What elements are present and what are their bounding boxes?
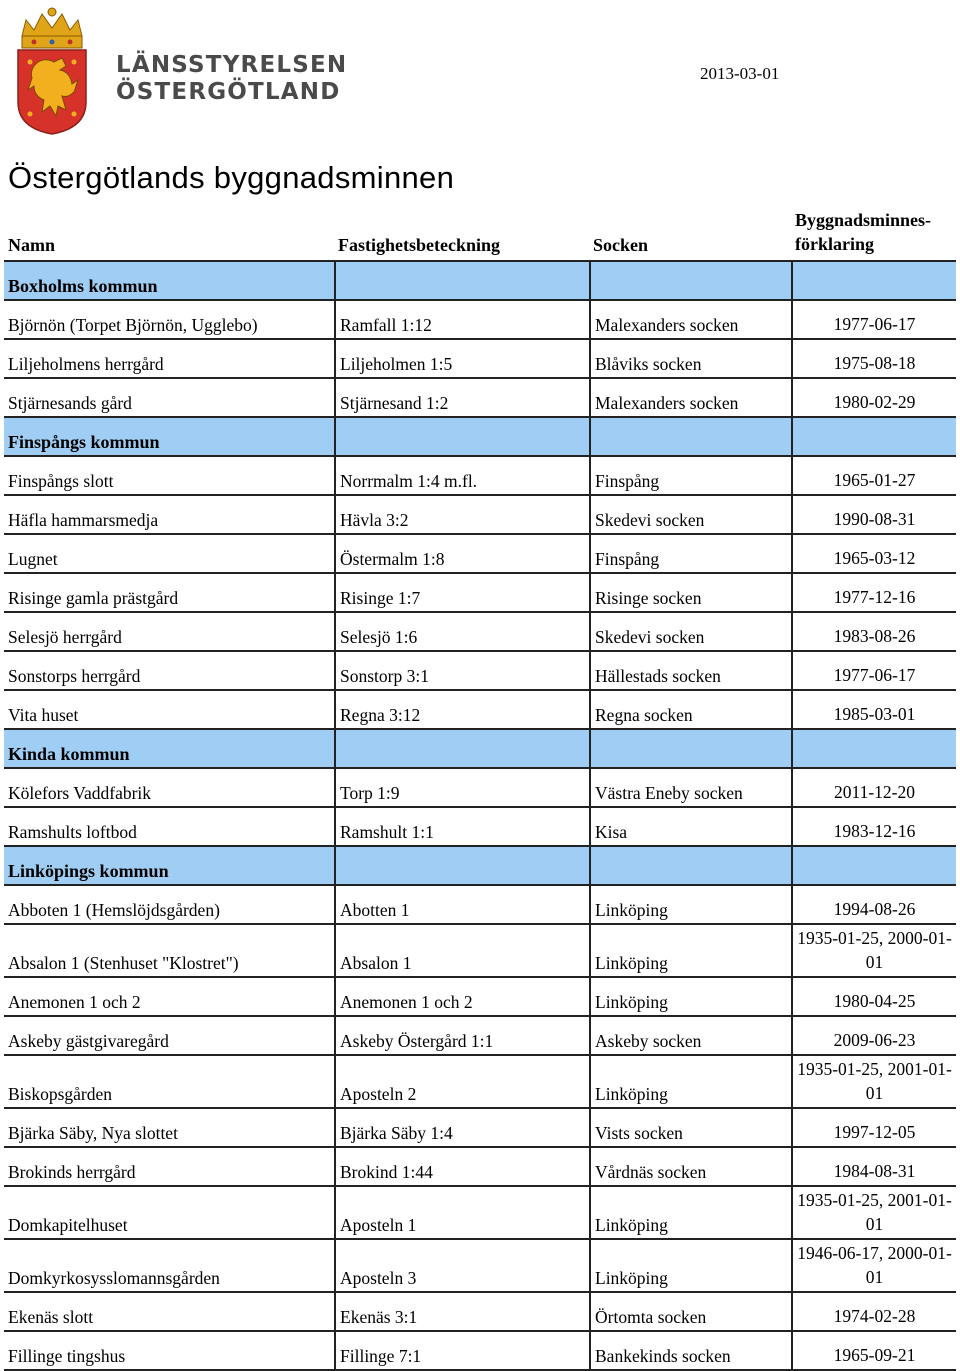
datum-cell: 1984-08-31: [791, 1148, 956, 1185]
table-row: [4, 1332, 956, 1371]
datum-cell: 1977-06-17: [791, 652, 956, 689]
name-cell: Fillinge tingshus: [8, 1346, 126, 1366]
fastighet-cell: Selesjö 1:6: [334, 613, 589, 650]
datum-cell: 1980-04-25: [791, 978, 956, 1015]
socken-cell: Bankekinds socken: [589, 1332, 791, 1369]
name-cell: Vita huset: [8, 705, 79, 725]
fastighet-cell: Aposteln 2: [334, 1056, 589, 1107]
table-row: [4, 379, 956, 418]
socken-cell: Vårdnäs socken: [589, 1148, 791, 1185]
datum-cell: 1965-01-27: [791, 457, 956, 494]
empty-cell: [334, 418, 589, 455]
name-cell: Bjärka Säby, Nya slottet: [8, 1123, 178, 1143]
name-cell: Liljeholmens herrgård: [8, 354, 164, 374]
column-header-socken: Socken: [593, 235, 649, 255]
name-cell: Stjärnesands gård: [8, 393, 132, 413]
socken-cell: Linköping: [589, 925, 791, 976]
fastighet-cell: Ramshult 1:1: [334, 808, 589, 845]
table-row: [4, 340, 956, 379]
org-name-line1: LÄNSSTYRELSEN: [116, 52, 348, 78]
fastighet-cell: Stjärnesand 1:2: [334, 379, 589, 416]
socken-cell: Regna socken: [589, 691, 791, 728]
table-row: [4, 1056, 956, 1109]
coat-of-arms-logo: [12, 6, 92, 136]
fastighet-cell: Aposteln 3: [334, 1240, 589, 1291]
organization-name: [116, 52, 347, 106]
socken-cell: Malexanders socken: [589, 379, 791, 416]
kommun-name: Linköpings kommun: [8, 861, 169, 881]
empty-cell: [589, 730, 791, 767]
datum-cell: 1935-01-25, 2001-01-01: [791, 1187, 956, 1238]
name-cell: Risinge gamla prästgård: [8, 588, 179, 608]
empty-cell: [334, 847, 589, 884]
table-row: [4, 535, 956, 574]
table-row: [4, 691, 956, 730]
table-header-row: [4, 210, 956, 262]
socken-cell: Finspång: [589, 535, 791, 572]
socken-cell: Linköping: [589, 1187, 791, 1238]
kommun-name: Finspångs kommun: [8, 432, 160, 452]
datum-cell: 1990-08-31: [791, 496, 956, 533]
monuments-table: [4, 210, 956, 1371]
name-cell: Abboten 1 (Hemslöjdsgården): [8, 900, 220, 920]
column-header-namn: Namn: [8, 235, 56, 255]
table-row: [4, 1240, 956, 1293]
column-header-fastighet: Fastighetsbeteckning: [338, 235, 500, 255]
kommun-name: Kinda kommun: [8, 744, 130, 764]
empty-cell: [589, 418, 791, 455]
page-title: Östergötlands byggnadsminnen: [8, 160, 455, 195]
empty-cell: [334, 730, 589, 767]
datum-cell: 1994-08-26: [791, 886, 956, 923]
name-cell: Domkyrkosysslomannsgården: [8, 1268, 220, 1288]
empty-cell: [334, 262, 589, 299]
table-row: [4, 652, 956, 691]
table-row: [4, 496, 956, 535]
fastighet-cell: Östermalm 1:8: [334, 535, 589, 572]
datum-cell: 1997-12-05: [791, 1109, 956, 1146]
table-row: [4, 574, 956, 613]
name-cell: Absalon 1 (Stenhuset "Klostret"): [8, 953, 239, 973]
table-body: [4, 262, 956, 1371]
fastighet-cell: Fillinge 7:1: [334, 1332, 589, 1369]
datum-cell: 1965-03-12: [791, 535, 956, 572]
empty-cell: [589, 262, 791, 299]
fastighet-cell: Bjärka Säby 1:4: [334, 1109, 589, 1146]
datum-cell: 1980-02-29: [791, 379, 956, 416]
fastighet-cell: Norrmalm 1:4 m.fl.: [334, 457, 589, 494]
table-row: [4, 457, 956, 496]
socken-cell: Västra Eneby socken: [589, 769, 791, 806]
socken-cell: Örtomta socken: [589, 1293, 791, 1330]
fastighet-cell: Aposteln 1: [334, 1187, 589, 1238]
socken-cell: Risinge socken: [589, 574, 791, 611]
socken-cell: Skedevi socken: [589, 613, 791, 650]
socken-cell: Linköping: [589, 1240, 791, 1291]
datum-cell: 1983-12-16: [791, 808, 956, 845]
group-row: [4, 418, 956, 457]
crown-icon: [22, 8, 82, 48]
datum-cell: 1977-06-17: [791, 301, 956, 338]
fastighet-cell: Regna 3:12: [334, 691, 589, 728]
empty-cell: [791, 847, 956, 884]
fastighet-cell: Absalon 1: [334, 925, 589, 976]
name-cell: Lugnet: [8, 549, 58, 569]
fastighet-cell: Ekenäs 3:1: [334, 1293, 589, 1330]
table-row: [4, 808, 956, 847]
datum-cell: 2011-12-20: [791, 769, 956, 806]
table-row: [4, 978, 956, 1017]
socken-cell: Blåviks socken: [589, 340, 791, 377]
name-cell: Häfla hammarsmedja: [8, 510, 159, 530]
socken-cell: Askeby socken: [589, 1017, 791, 1054]
datum-cell: 1935-01-25, 2000-01-01: [791, 925, 956, 976]
socken-cell: Vists socken: [589, 1109, 791, 1146]
table-row: [4, 769, 956, 808]
name-cell: Ramshults loftbod: [8, 822, 137, 842]
fastighet-cell: Liljeholmen 1:5: [334, 340, 589, 377]
socken-cell: Linköping: [589, 886, 791, 923]
name-cell: Sonstorps herrgård: [8, 666, 141, 686]
empty-cell: [791, 730, 956, 767]
socken-cell: Malexanders socken: [589, 301, 791, 338]
datum-cell: 2009-06-23: [791, 1017, 956, 1054]
group-row: [4, 847, 956, 886]
org-name-line2: ÖSTERGÖTLAND: [116, 79, 341, 105]
empty-cell: [791, 262, 956, 299]
fastighet-cell: Risinge 1:7: [334, 574, 589, 611]
name-cell: Ekenäs slott: [8, 1307, 94, 1327]
column-header-forklaring: Byggnadsminnes-förklaring: [795, 210, 932, 254]
name-cell: Björnön (Torpet Björnön, Ugglebo): [8, 315, 258, 335]
name-cell: Anemonen 1 och 2: [8, 992, 141, 1012]
table-row: [4, 613, 956, 652]
name-cell: Kölefors Vaddfabrik: [8, 783, 152, 803]
name-cell: Biskopsgården: [8, 1084, 113, 1104]
socken-cell: Kisa: [589, 808, 791, 845]
datum-cell: 1935-01-25, 2001-01-01: [791, 1056, 956, 1107]
socken-cell: Linköping: [589, 1056, 791, 1107]
empty-cell: [791, 418, 956, 455]
name-cell: Askeby gästgivaregård: [8, 1031, 169, 1051]
datum-cell: 1965-09-21: [791, 1332, 956, 1369]
group-row: [4, 730, 956, 769]
name-cell: Selesjö herrgård: [8, 627, 122, 647]
fastighet-cell: Anemonen 1 och 2: [334, 978, 589, 1015]
datum-cell: 1946-06-17, 2000-01-01: [791, 1240, 956, 1291]
kommun-name: Boxholms kommun: [8, 276, 158, 296]
group-row: [4, 262, 956, 301]
table-row: [4, 1017, 956, 1056]
datum-cell: 1975-08-18: [791, 340, 956, 377]
table-row: [4, 1109, 956, 1148]
datum-cell: 1974-02-28: [791, 1293, 956, 1330]
table-row: [4, 1148, 956, 1187]
name-cell: Brokinds herrgård: [8, 1162, 136, 1182]
table-row: [4, 1293, 956, 1332]
fastighet-cell: Sonstorp 3:1: [334, 652, 589, 689]
fastighet-cell: Brokind 1:44: [334, 1148, 589, 1185]
table-row: [4, 1187, 956, 1240]
fastighet-cell: Askeby Östergård 1:1: [334, 1017, 589, 1054]
fastighet-cell: Abotten 1: [334, 886, 589, 923]
datum-cell: 1977-12-16: [791, 574, 956, 611]
fastighet-cell: Hävla 3:2: [334, 496, 589, 533]
table-row: [4, 886, 956, 925]
fastighet-cell: Ramfall 1:12: [334, 301, 589, 338]
table-row: [4, 925, 956, 978]
empty-cell: [589, 847, 791, 884]
socken-cell: Linköping: [589, 978, 791, 1015]
socken-cell: Hällestads socken: [589, 652, 791, 689]
table-row: [4, 301, 956, 340]
name-cell: Domkapitelhuset: [8, 1215, 128, 1235]
datum-cell: 1983-08-26: [791, 613, 956, 650]
document-date: 2013-03-01: [700, 64, 780, 83]
page-header: [0, 0, 960, 150]
name-cell: Finspångs slott: [8, 471, 114, 491]
fastighet-cell: Torp 1:9: [334, 769, 589, 806]
socken-cell: Finspång: [589, 457, 791, 494]
socken-cell: Skedevi socken: [589, 496, 791, 533]
datum-cell: 1985-03-01: [791, 691, 956, 728]
